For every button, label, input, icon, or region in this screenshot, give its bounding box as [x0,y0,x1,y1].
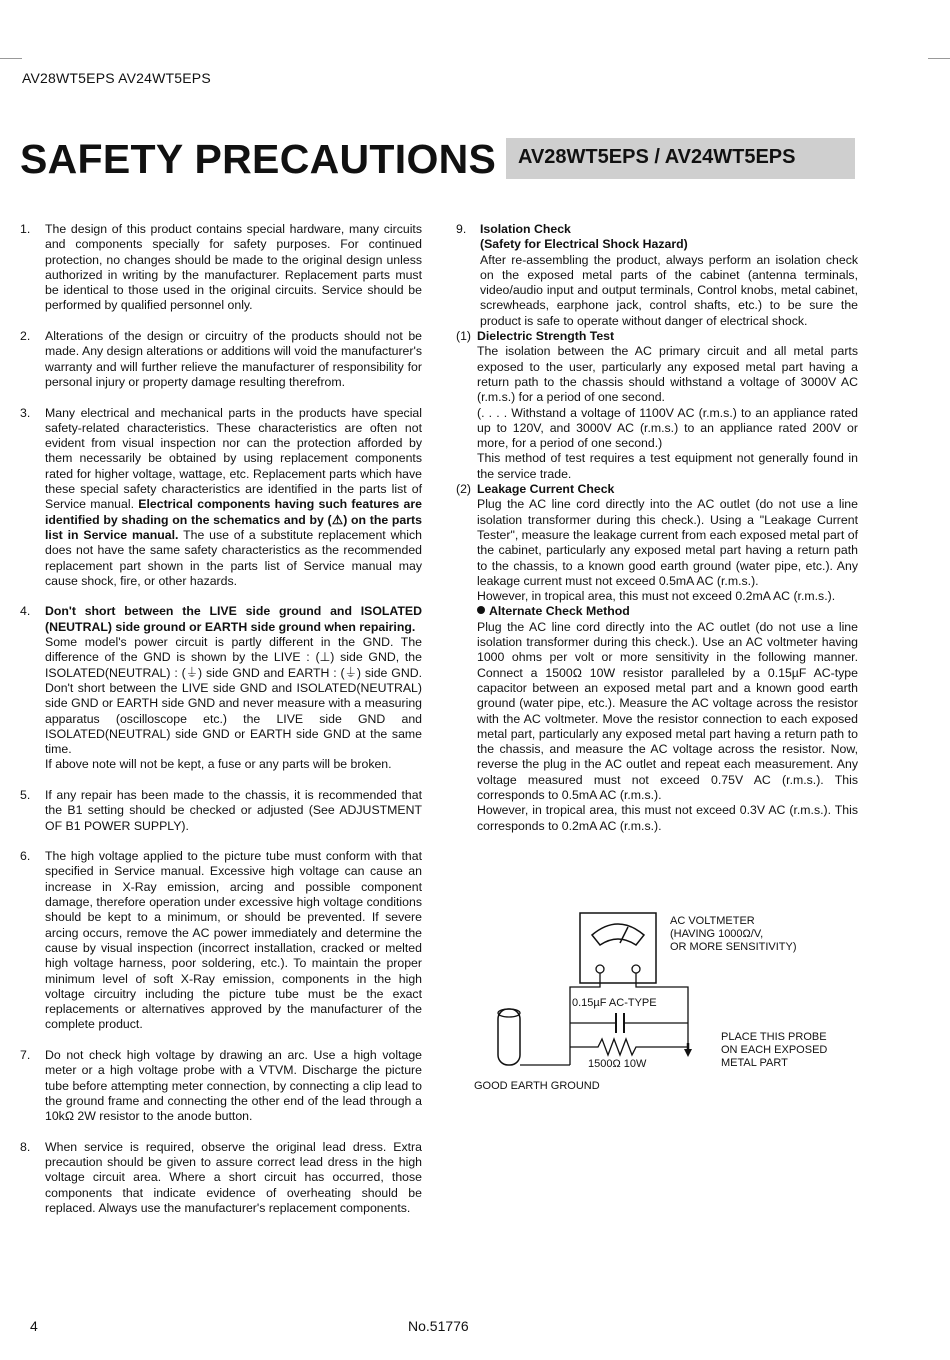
voltmeter-label-2: (HAVING 1000Ω/V, [670,928,764,940]
probe-label-3: METAL PART [721,1057,788,1069]
list-item-5: 5. If any repair has been made to the chassis, it is recommended that the B1 setting should be checked or adjusted (See ADJUSTMENT OF B1 POWER SUPPLY). [20,787,422,833]
ground-label: GOOD EARTH GROUND [474,1080,600,1092]
list-item-3: 3. Many electrical and mechanical parts in the products have special safety-related characteristics. These characteristics are often not evident from visual inspection nor can the protection afforded by them necessarily be obtained by using replacement components rated for higher voltage, wattage, etc. Replacement parts which have these special safety characteristics are identified in the parts list of Service manual. Electrical components having such features are identified by shading on the schematics and by (⚠) on the parts list in Service manual. The use of a substitute replacement which does not have the same safety characteristics as the recommended replacement part shown in the parts list of Service manual may cause shock, fire, or other hazards. [20,405,423,588]
header-models: AV28WT5EPS AV24WT5EPS [22,70,211,86]
probe-tip-icon [684,1049,692,1057]
list-item-8: 8. When service is required, observe the original lead dress. Extra precaution should be given to assure correct lead dress in the high voltage circuit area. Where a short circuit has occurred, those components that indicate evidence of overheating should be replaced. Always use the manufacturer's replacement components. [20,1139,422,1215]
ac-voltmeter-diagram [470,905,860,1095]
capacitor-label: 0.15µF AC-TYPE [572,997,657,1009]
crop-mark-left [0,58,22,59]
list-item-7: 7. Do not check high voltage by drawing an arc. Use a high voltage meter or a high voltage probe with a VTVM. Discharge the picture tube before attempting meter connection, by connecting a clip lead to the ground frame and connecting the other end of the lead through a 10kΩ 2W resistor to the anode button. [20,1048,422,1124]
voltmeter-label-1: AC VOLTMETER [670,915,755,927]
bullet-icon [477,606,485,614]
list-item-4: 4. Don't short between the LIVE side ground and ISOLATED (NEUTRAL) side ground or EARTH side ground when repairing. Some model's power circuit is partly different in the GND. The difference of the GND is shown by the LIVE : (⊥) side GND, the ISOLATED(NEUTRAL) : (⏚) side GND and EARTH : (⏚) side GND. Don't short between the LIVE side GND and ISOLATED(NEUTRAL) side GND or EARTH side GND and never measure with a measuring apparatus (oscilloscope etc.) the LIVE side GND and ISOLATED(NEUTRAL) side GND or EARTH side GND at the same time. If above note will not be kept, a fuse or any parts will be broken. [20,604,422,772]
resistor-label: 1500Ω 10W [588,1058,647,1070]
wire-left [570,973,600,1065]
page-number: 4 [30,1318,38,1334]
list-item-2: 2. Alterations of the design or circuitry of the products should not be made. Any design alterations or additions will void the manufacturer's warranty and will further relieve the manufacturer of responsibility for personal injury or property damage resulting therefrom. [20,329,422,389]
list-item-6: 6. The high voltage applied to the picture tube must conform with that specified in Service manual. Excessive high voltage can cause an increase in X-Ray emission, arcing and possible component damage, therefore operation under excessive high voltage conditions should be kept to a minimum, or should be prevented. If severe arcing occurs, remove the AC power immediately and determine the cause by visual inspection (incorrect installation, cracked or melted high voltage harness, poor soldering, etc.). To maintain the proper minimum level of soft X-Ray emission, components in the high voltage circuitry including the picture tube must be the exact replacements or alternatives approved by the manufacturer of the complete product. [20,849,422,1032]
meter-dial-icon [592,924,644,945]
probe-label-1: PLACE THIS PROBE [721,1031,827,1043]
page-title: SAFETY PRECAUTIONS [20,136,497,182]
resistor-icon [570,1039,688,1055]
pipe-top [498,1009,520,1017]
crop-mark-right [928,58,950,59]
model-box: AV28WT5EPS / AV24WT5EPS [506,138,855,179]
document-number: No.51776 [408,1318,469,1334]
leakage-current-check: (2) Leakage Current Check Plug the AC line cord directly into the AC outlet (do not use a line isolation transformer during this check.). Using a "Leakage Current Tester", measure the leakage current from each exposed metal part of the cabinet, particularly any exposed metal part having a return path to the chassis, to a known good earth ground (water pipe, etc.). Any leakage current must not exceed 0.5mA AC (r.m.s.). However, in tropical area, this must not exceed 0.2mA AC (r.m.s.). Alternate Check Method Plug the AC line cord directly into the AC outlet (do not use a line isolation transformer during this check.). Use an AC voltmeter having 1000 ohms per volt or more sensitivity in the following manner. Connect a 1500Ω 10W resistor paralleled by a 0.15µF AC-type capacitor between an exposed metal part and a known good earth ground (water pipe, etc.). Measure the AC voltage across the resistor with the AC voltmeter. Move the resistor connection to each exposed metal part, particularly any exposed metal part having a return path to the chassis, and measure the AC voltage across the resistor. Now, reverse the plug in the AC outlet and repeat each measurement. Any voltage measured must not exceed 0.75V AC (r.m.s.). This corresponds to 0.5mA AC (r.m.s.). However, in tropical area, this must not exceed 0.3V AC (r.m.s.). This corresponds to 0.2mA AC (r.m.s.). [456,482,858,833]
voltmeter-label-3: OR MORE SENSITIVITY) [670,941,797,953]
right-column [456,222,858,834]
left-column [20,222,422,1232]
terminal-left-icon [596,965,604,973]
terminal-right-icon [632,965,640,973]
probe-label-2: ON EACH EXPOSED [721,1044,828,1056]
dielectric-strength-test: (1) Dielectric Strength Test The isolation between the AC primary circuit and all metal parts exposed to the user, particularly any exposed metal part having a return path to the chassis should withstand a voltage of 3000V AC (r.m.s.) for a period of one second. (. . . . Withstand a voltage of 1100V AC (r.m.s.) to an appliance rated up to 120V, and 3000V AC (r.m.s.) to an appliance rated 200V or more, for a period of one second.) This method of test requires a test equipment not generally found in the service trade. [456,329,858,481]
list-item-9: 9. Isolation Check (Safety for Electrical Shock Hazard) After re-assembling the product, always perform an isolation check on the exposed metal parts of the cabinet (antenna terminals, video/audio input and output terminals, Control knobs, metal cabinet, screwheads, earphone jack, control shafts, etc.) to be sure the product is safe to operate without danger of electrical shock. [456,222,858,328]
list-item-1: 1. The design of this product contains special hardware, many circuits and components specially for safety purposes. For continued protection, no changes should be made to the original design unless authorized in writing by the manufacturer. Replacement parts must be identical to those used in the original circuits. Service should be performed by qualified personnel only. [20,222,422,313]
